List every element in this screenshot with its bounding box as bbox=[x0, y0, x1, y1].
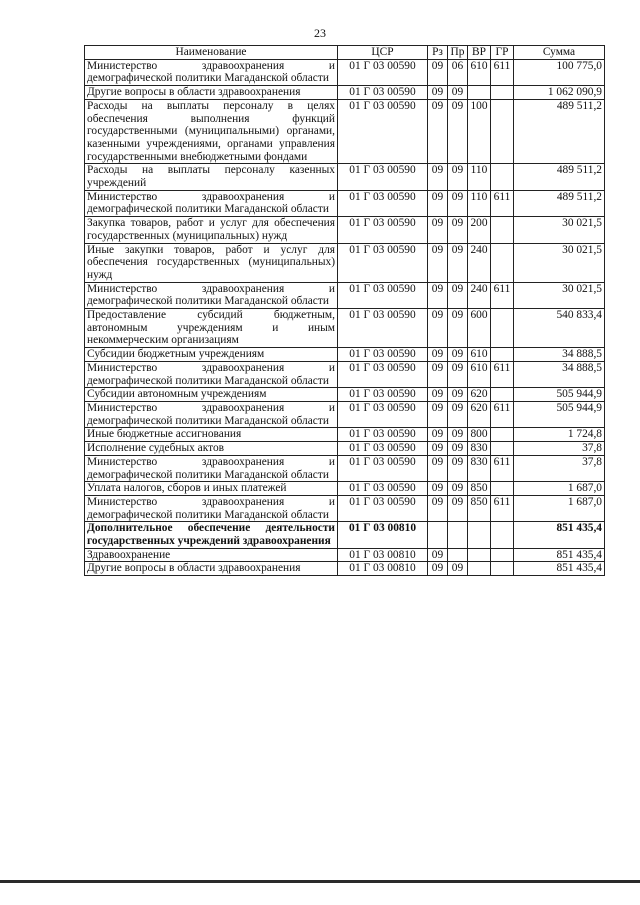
cell-vr: 600 bbox=[468, 309, 491, 348]
cell-sum: 540 833,4 bbox=[514, 309, 605, 348]
cell-gr bbox=[491, 388, 514, 402]
cell-name: Субсидии автономным учреждениям bbox=[85, 388, 338, 402]
cell-sum: 851 435,4 bbox=[514, 562, 605, 576]
cell-name: Другие вопросы в области здравоохранения bbox=[85, 86, 338, 100]
table-row bbox=[85, 482, 605, 496]
cell-rz: 09 bbox=[428, 562, 448, 576]
cell-csr: 01 Г 03 00590 bbox=[338, 59, 428, 85]
cell-name: Исполнение судебных актов bbox=[85, 442, 338, 456]
cell-vr: 610 bbox=[468, 59, 491, 85]
cell-name: Расходы на выплаты персоналу казенных учреждений bbox=[85, 164, 338, 190]
header-gr: ГР bbox=[491, 46, 514, 60]
cell-pr bbox=[448, 548, 468, 562]
cell-pr: 09 bbox=[448, 482, 468, 496]
cell-pr: 09 bbox=[448, 348, 468, 362]
header-csr: ЦСР bbox=[338, 46, 428, 60]
cell-rz: 09 bbox=[428, 482, 448, 496]
table-row bbox=[85, 361, 605, 387]
cell-vr bbox=[468, 522, 491, 548]
cell-vr: 620 bbox=[468, 388, 491, 402]
cell-name: Здравоохранение bbox=[85, 548, 338, 562]
cell-pr: 09 bbox=[448, 388, 468, 402]
cell-gr bbox=[491, 164, 514, 190]
table-row bbox=[85, 190, 605, 216]
cell-pr: 09 bbox=[448, 164, 468, 190]
table-row bbox=[85, 401, 605, 427]
cell-csr: 01 Г 03 00590 bbox=[338, 309, 428, 348]
table-row bbox=[85, 86, 605, 100]
cell-sum: 30 021,5 bbox=[514, 217, 605, 243]
page-number: 23 bbox=[314, 26, 326, 40]
budget-table bbox=[84, 45, 605, 576]
cell-rz: 09 bbox=[428, 455, 448, 481]
table-row bbox=[85, 562, 605, 576]
cell-name: Иные бюджетные ассигнования bbox=[85, 428, 338, 442]
cell-name: Дополнительное обеспечение деятельности государственных учреждений здравоохранения bbox=[85, 522, 338, 548]
cell-pr: 09 bbox=[448, 455, 468, 481]
cell-csr: 01 Г 03 00810 bbox=[338, 548, 428, 562]
cell-csr: 01 Г 03 00590 bbox=[338, 482, 428, 496]
cell-gr bbox=[491, 548, 514, 562]
cell-pr: 09 bbox=[448, 190, 468, 216]
cell-rz: 09 bbox=[428, 86, 448, 100]
table-row bbox=[85, 348, 605, 362]
table-row bbox=[85, 522, 605, 548]
cell-sum: 34 888,5 bbox=[514, 361, 605, 387]
cell-csr: 01 Г 03 00590 bbox=[338, 348, 428, 362]
cell-csr: 01 Г 03 00810 bbox=[338, 562, 428, 576]
cell-csr: 01 Г 03 00590 bbox=[338, 282, 428, 308]
cell-rz bbox=[428, 522, 448, 548]
cell-vr bbox=[468, 548, 491, 562]
cell-name: Предоставление субсидий бюджетным, автономным учреждениям и иным некоммерческим организациям bbox=[85, 309, 338, 348]
cell-vr bbox=[468, 562, 491, 576]
table-header-row bbox=[85, 46, 605, 60]
cell-pr: 09 bbox=[448, 428, 468, 442]
cell-pr: 09 bbox=[448, 309, 468, 348]
cell-sum: 1 687,0 bbox=[514, 482, 605, 496]
cell-pr: 09 bbox=[448, 243, 468, 282]
table-row bbox=[85, 442, 605, 456]
cell-rz: 09 bbox=[428, 348, 448, 362]
cell-csr: 01 Г 03 00810 bbox=[338, 522, 428, 548]
table-row bbox=[85, 548, 605, 562]
cell-gr bbox=[491, 217, 514, 243]
table-row bbox=[85, 217, 605, 243]
cell-pr bbox=[448, 522, 468, 548]
cell-sum: 489 511,2 bbox=[514, 99, 605, 164]
cell-rz: 09 bbox=[428, 361, 448, 387]
header-sum: Сумма bbox=[514, 46, 605, 60]
cell-pr: 09 bbox=[448, 282, 468, 308]
cell-gr bbox=[491, 99, 514, 164]
cell-gr bbox=[491, 482, 514, 496]
cell-rz: 09 bbox=[428, 99, 448, 164]
cell-rz: 09 bbox=[428, 442, 448, 456]
cell-sum: 30 021,5 bbox=[514, 282, 605, 308]
cell-rz: 09 bbox=[428, 190, 448, 216]
cell-sum: 505 944,9 bbox=[514, 388, 605, 402]
cell-pr: 09 bbox=[448, 86, 468, 100]
cell-csr: 01 Г 03 00590 bbox=[338, 361, 428, 387]
cell-rz: 09 bbox=[428, 282, 448, 308]
cell-vr: 240 bbox=[468, 282, 491, 308]
header-rz: Рз bbox=[428, 46, 448, 60]
cell-csr: 01 Г 03 00590 bbox=[338, 164, 428, 190]
table-row bbox=[85, 282, 605, 308]
cell-vr: 850 bbox=[468, 482, 491, 496]
table-row bbox=[85, 309, 605, 348]
table-row bbox=[85, 99, 605, 164]
cell-pr: 09 bbox=[448, 99, 468, 164]
cell-rz: 09 bbox=[428, 243, 448, 282]
cell-vr: 110 bbox=[468, 190, 491, 216]
cell-sum: 37,8 bbox=[514, 455, 605, 481]
table-row bbox=[85, 428, 605, 442]
header-vr: ВР bbox=[468, 46, 491, 60]
table-row bbox=[85, 455, 605, 481]
cell-csr: 01 Г 03 00590 bbox=[338, 401, 428, 427]
cell-vr bbox=[468, 86, 491, 100]
cell-vr: 240 bbox=[468, 243, 491, 282]
cell-rz: 09 bbox=[428, 388, 448, 402]
cell-rz: 09 bbox=[428, 548, 448, 562]
cell-gr: 611 bbox=[491, 282, 514, 308]
header-pr: Пр bbox=[448, 46, 468, 60]
cell-pr: 06 bbox=[448, 59, 468, 85]
cell-sum: 489 511,2 bbox=[514, 164, 605, 190]
cell-sum: 34 888,5 bbox=[514, 348, 605, 362]
cell-vr: 850 bbox=[468, 495, 491, 521]
cell-rz: 09 bbox=[428, 59, 448, 85]
cell-sum: 851 435,4 bbox=[514, 548, 605, 562]
cell-csr: 01 Г 03 00590 bbox=[338, 388, 428, 402]
table-row bbox=[85, 388, 605, 402]
cell-vr: 830 bbox=[468, 442, 491, 456]
cell-sum: 851 435,4 bbox=[514, 522, 605, 548]
cell-sum: 37,8 bbox=[514, 442, 605, 456]
cell-vr: 610 bbox=[468, 348, 491, 362]
cell-rz: 09 bbox=[428, 309, 448, 348]
cell-sum: 100 775,0 bbox=[514, 59, 605, 85]
cell-pr: 09 bbox=[448, 495, 468, 521]
cell-name: Субсидии бюджетным учреждениям bbox=[85, 348, 338, 362]
cell-gr: 611 bbox=[491, 401, 514, 427]
cell-rz: 09 bbox=[428, 217, 448, 243]
cell-vr: 800 bbox=[468, 428, 491, 442]
cell-name: Министерство здравоохранения и демографической политики Магаданской области bbox=[85, 282, 338, 308]
cell-rz: 09 bbox=[428, 428, 448, 442]
cell-gr: 611 bbox=[491, 455, 514, 481]
cell-csr: 01 Г 03 00590 bbox=[338, 428, 428, 442]
cell-name: Министерство здравоохранения и демографической политики Магаданской области bbox=[85, 361, 338, 387]
cell-csr: 01 Г 03 00590 bbox=[338, 217, 428, 243]
cell-csr: 01 Г 03 00590 bbox=[338, 495, 428, 521]
cell-sum: 505 944,9 bbox=[514, 401, 605, 427]
cell-csr: 01 Г 03 00590 bbox=[338, 442, 428, 456]
cell-sum: 1 724,8 bbox=[514, 428, 605, 442]
cell-csr: 01 Г 03 00590 bbox=[338, 99, 428, 164]
cell-gr: 611 bbox=[491, 59, 514, 85]
cell-vr: 620 bbox=[468, 401, 491, 427]
cell-name: Другие вопросы в области здравоохранения bbox=[85, 562, 338, 576]
cell-gr bbox=[491, 442, 514, 456]
cell-sum: 1 062 090,9 bbox=[514, 86, 605, 100]
header-name: Наименование bbox=[85, 46, 338, 60]
cell-vr: 830 bbox=[468, 455, 491, 481]
cell-pr: 09 bbox=[448, 361, 468, 387]
cell-gr bbox=[491, 86, 514, 100]
cell-pr: 09 bbox=[448, 442, 468, 456]
cell-gr bbox=[491, 243, 514, 282]
table-row bbox=[85, 59, 605, 85]
cell-sum: 489 511,2 bbox=[514, 190, 605, 216]
cell-name: Иные закупки товаров, работ и услуг для обеспечения государственных (муниципальных) нужд bbox=[85, 243, 338, 282]
cell-pr: 09 bbox=[448, 562, 468, 576]
cell-gr bbox=[491, 309, 514, 348]
cell-gr bbox=[491, 562, 514, 576]
cell-rz: 09 bbox=[428, 164, 448, 190]
cell-gr: 611 bbox=[491, 190, 514, 216]
table-body bbox=[85, 59, 605, 575]
cell-sum: 1 687,0 bbox=[514, 495, 605, 521]
cell-rz: 09 bbox=[428, 401, 448, 427]
cell-name: Министерство здравоохранения и демографической политики Магаданской области bbox=[85, 495, 338, 521]
table-row bbox=[85, 243, 605, 282]
cell-rz: 09 bbox=[428, 495, 448, 521]
table-row bbox=[85, 495, 605, 521]
cell-name: Министерство здравоохранения и демографической политики Магаданской области bbox=[85, 401, 338, 427]
cell-csr: 01 Г 03 00590 bbox=[338, 190, 428, 216]
table-row bbox=[85, 164, 605, 190]
cell-gr: 611 bbox=[491, 495, 514, 521]
cell-name: Закупка товаров, работ и услуг для обеспечения государственных (муниципальных) нужд bbox=[85, 217, 338, 243]
cell-gr bbox=[491, 428, 514, 442]
cell-sum: 30 021,5 bbox=[514, 243, 605, 282]
cell-gr bbox=[491, 522, 514, 548]
bottom-rule bbox=[0, 880, 640, 883]
cell-name: Министерство здравоохранения и демографической политики Магаданской области bbox=[85, 59, 338, 85]
cell-name: Уплата налогов, сборов и иных платежей bbox=[85, 482, 338, 496]
cell-vr: 110 bbox=[468, 164, 491, 190]
cell-csr: 01 Г 03 00590 bbox=[338, 243, 428, 282]
cell-csr: 01 Г 03 00590 bbox=[338, 86, 428, 100]
cell-vr: 610 bbox=[468, 361, 491, 387]
cell-name: Расходы на выплаты персоналу в целях обеспечения выполнения функций государственными (муниципальными) органами, казенными учреждениями, органами управления государственными внебюджетными фондами bbox=[85, 99, 338, 164]
cell-pr: 09 bbox=[448, 401, 468, 427]
cell-vr: 100 bbox=[468, 99, 491, 164]
cell-name: Министерство здравоохранения и демографической политики Магаданской области bbox=[85, 455, 338, 481]
cell-name: Министерство здравоохранения и демографической политики Магаданской области bbox=[85, 190, 338, 216]
cell-gr: 611 bbox=[491, 361, 514, 387]
cell-csr: 01 Г 03 00590 bbox=[338, 455, 428, 481]
cell-gr bbox=[491, 348, 514, 362]
cell-pr: 09 bbox=[448, 217, 468, 243]
cell-vr: 200 bbox=[468, 217, 491, 243]
